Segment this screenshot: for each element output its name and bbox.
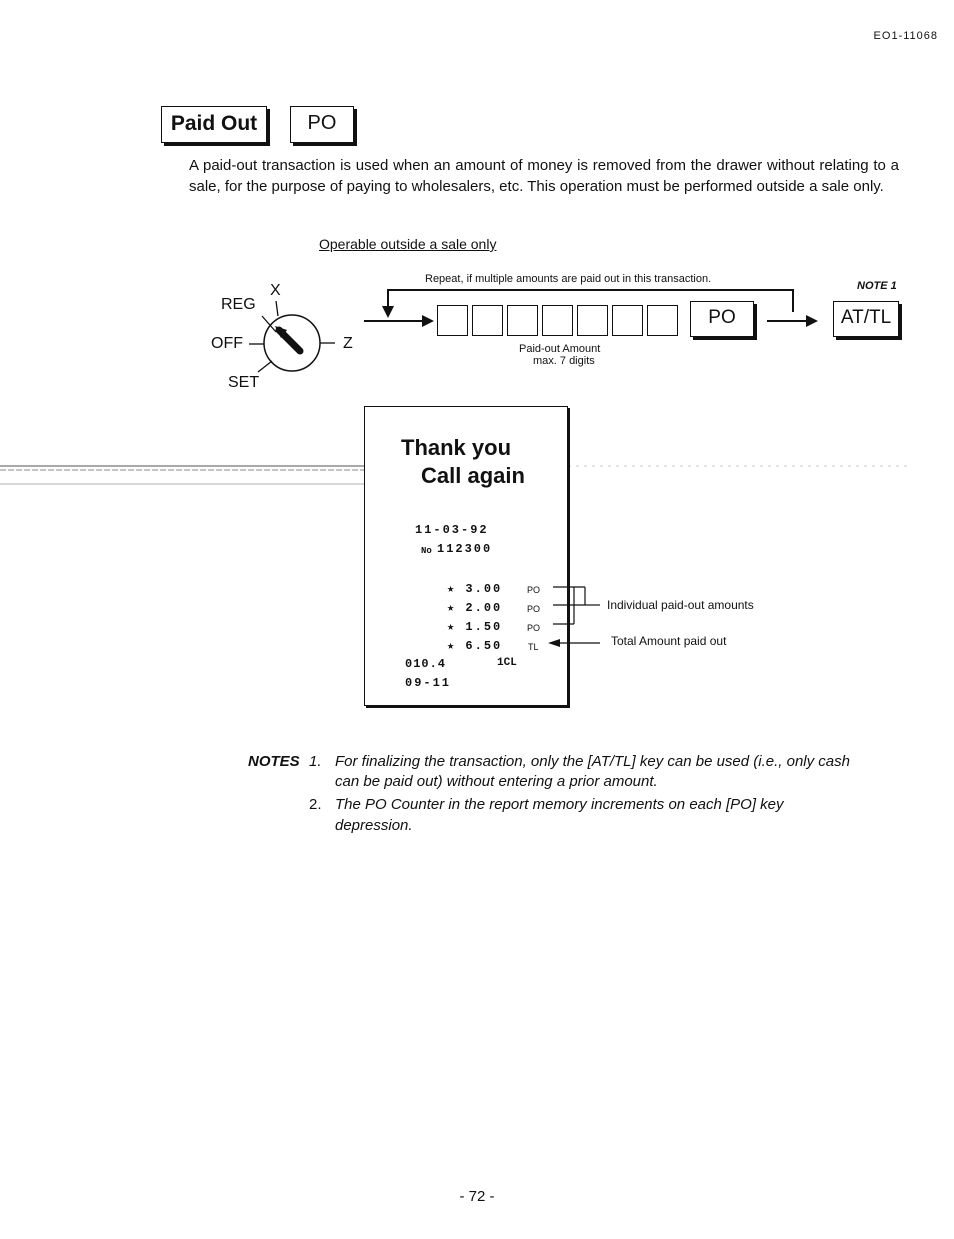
- receipt-item-amount: ★ 1.50: [447, 620, 503, 634]
- note-1-line-1: For finalizing the transaction, only the [AT/TL] key can be used (i.e., only cash: [335, 753, 850, 770]
- po-title-key: PO: [290, 106, 354, 143]
- receipt-total-amount: ★ 6.50: [447, 639, 503, 653]
- individual-amounts-annotation: Individual paid-out amounts: [607, 598, 754, 612]
- receipt-call-again: Call again: [421, 463, 525, 488]
- receipt-item-amount: ★ 2.00: [447, 601, 503, 615]
- mode-x-label: X: [270, 282, 281, 299]
- operable-note: Operable outside a sale only: [319, 236, 497, 252]
- receipt-date: 11-03-92: [415, 523, 489, 537]
- receipt-total-tag: TL: [528, 642, 539, 652]
- note-2-line-1: The PO Counter in the report memory increments on each [PO] key: [335, 796, 784, 813]
- mode-reg-label: REG: [221, 296, 256, 313]
- amount-label: Paid-out Amount: [519, 343, 601, 355]
- receipt-number: 112300: [437, 542, 493, 556]
- document-id: EO1-11068: [873, 30, 938, 42]
- at-tl-key: AT/TL: [833, 301, 899, 337]
- note-2-number: 2.: [309, 796, 322, 813]
- mode-set-label: SET: [228, 374, 260, 391]
- mode-z-label: Z: [343, 335, 353, 352]
- mode-off-label: OFF: [211, 335, 243, 352]
- receipt-item-tag: PO: [527, 585, 541, 595]
- intro-paragraph: A paid-out transaction is used when an amount of money is removed from the drawer without relating to a sale, for the purpose of paying to wholesalers, etc. This operation must be performed outside a sale only.: [189, 157, 899, 195]
- receipt-item-tag: PO: [527, 623, 541, 633]
- paid-out-title-key: Paid Out: [161, 106, 267, 143]
- notes-heading: NOTES: [248, 753, 300, 770]
- note-1-line-2: can be paid out) without entering a prior amount.: [335, 773, 658, 790]
- po-key: PO: [690, 301, 754, 337]
- receipt-time: 09-11: [405, 676, 452, 690]
- note-1-ref: NOTE 1: [857, 280, 897, 292]
- receipt-item-tag: PO: [527, 604, 541, 614]
- notes-section: [0, 751, 954, 841]
- page-number: - 72 -: [459, 1188, 495, 1205]
- repeat-note: Repeat, if multiple amounts are paid out in this transaction.: [425, 273, 712, 285]
- note-1-number: 1.: [309, 753, 322, 770]
- amount-digits-label: max. 7 digits: [533, 355, 595, 367]
- receipt-number-prefix: No: [421, 546, 432, 556]
- total-amount-annotation: Total Amount paid out: [611, 634, 727, 648]
- receipt-footer-left: 010.4: [405, 657, 447, 671]
- receipt-footer-right: 1CL: [497, 657, 517, 669]
- receipt-item-amount: ★ 3.00: [447, 582, 503, 596]
- note-2-line-2: depression.: [335, 817, 413, 834]
- receipt-thank-you: Thank you: [401, 435, 512, 460]
